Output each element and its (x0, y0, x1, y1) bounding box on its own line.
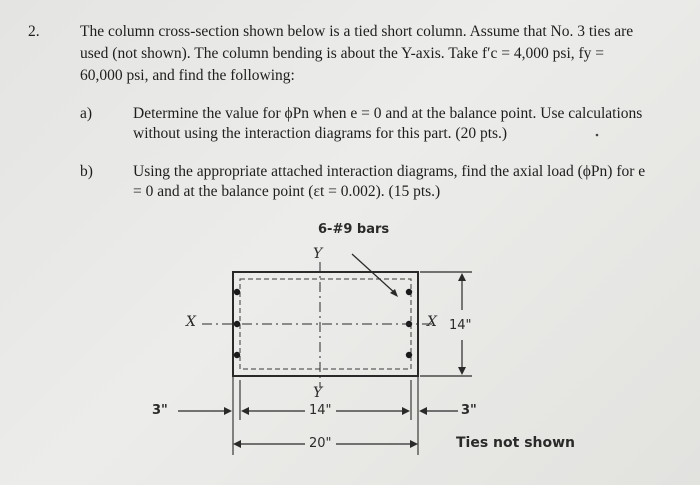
rebar-dot (406, 352, 412, 358)
bars-leader-line (352, 254, 396, 294)
rebar-dot (234, 352, 240, 358)
problem-line-3: 60,000 psi, and find the following: (80, 67, 295, 84)
bars-label: 6-#9 bars (318, 222, 390, 237)
problem-number: 2. (28, 23, 40, 40)
cover-left-label: 3" (152, 403, 168, 418)
part-a-line-1: Determine the value for ϕPn when e = 0 and at the balance point. Use calculations (133, 105, 643, 122)
part-b-label: b) (80, 163, 93, 180)
part-b-line-2: = 0 and at the balance point (εt = 0.002). (15 pts.) (133, 183, 441, 200)
x-axis-left-label: X (186, 314, 196, 330)
ties-note: Ties not shown (456, 435, 576, 451)
rebar-dot (406, 289, 412, 295)
problem-line-1: The column cross-section shown below is a tied short column. Assume that No. 3 ties are (80, 23, 634, 40)
part-a-label: a) (80, 105, 93, 122)
height-dim-label: 14" (449, 318, 472, 333)
inner-width-dim-label: 14" (309, 403, 332, 418)
part-a-line-2: without using the interaction diagrams for this part. (20 pts.) (133, 125, 508, 142)
cover-right-label: 3" (461, 403, 477, 418)
y-axis-top-label: Y (313, 246, 323, 262)
x-axis-right-label: X (427, 314, 437, 330)
problem-line-2: used (not shown). The column bending is about the Y-axis. Take f′c = 4,000 psi, fy = (80, 45, 605, 62)
part-b-line-1: Using the appropriate attached interaction diagrams, find the axial load (ϕPn) for e (133, 163, 646, 180)
y-axis-bottom-label: Y (313, 385, 323, 401)
total-width-dim-label: 20" (309, 436, 332, 451)
rebar-dot (234, 289, 240, 295)
